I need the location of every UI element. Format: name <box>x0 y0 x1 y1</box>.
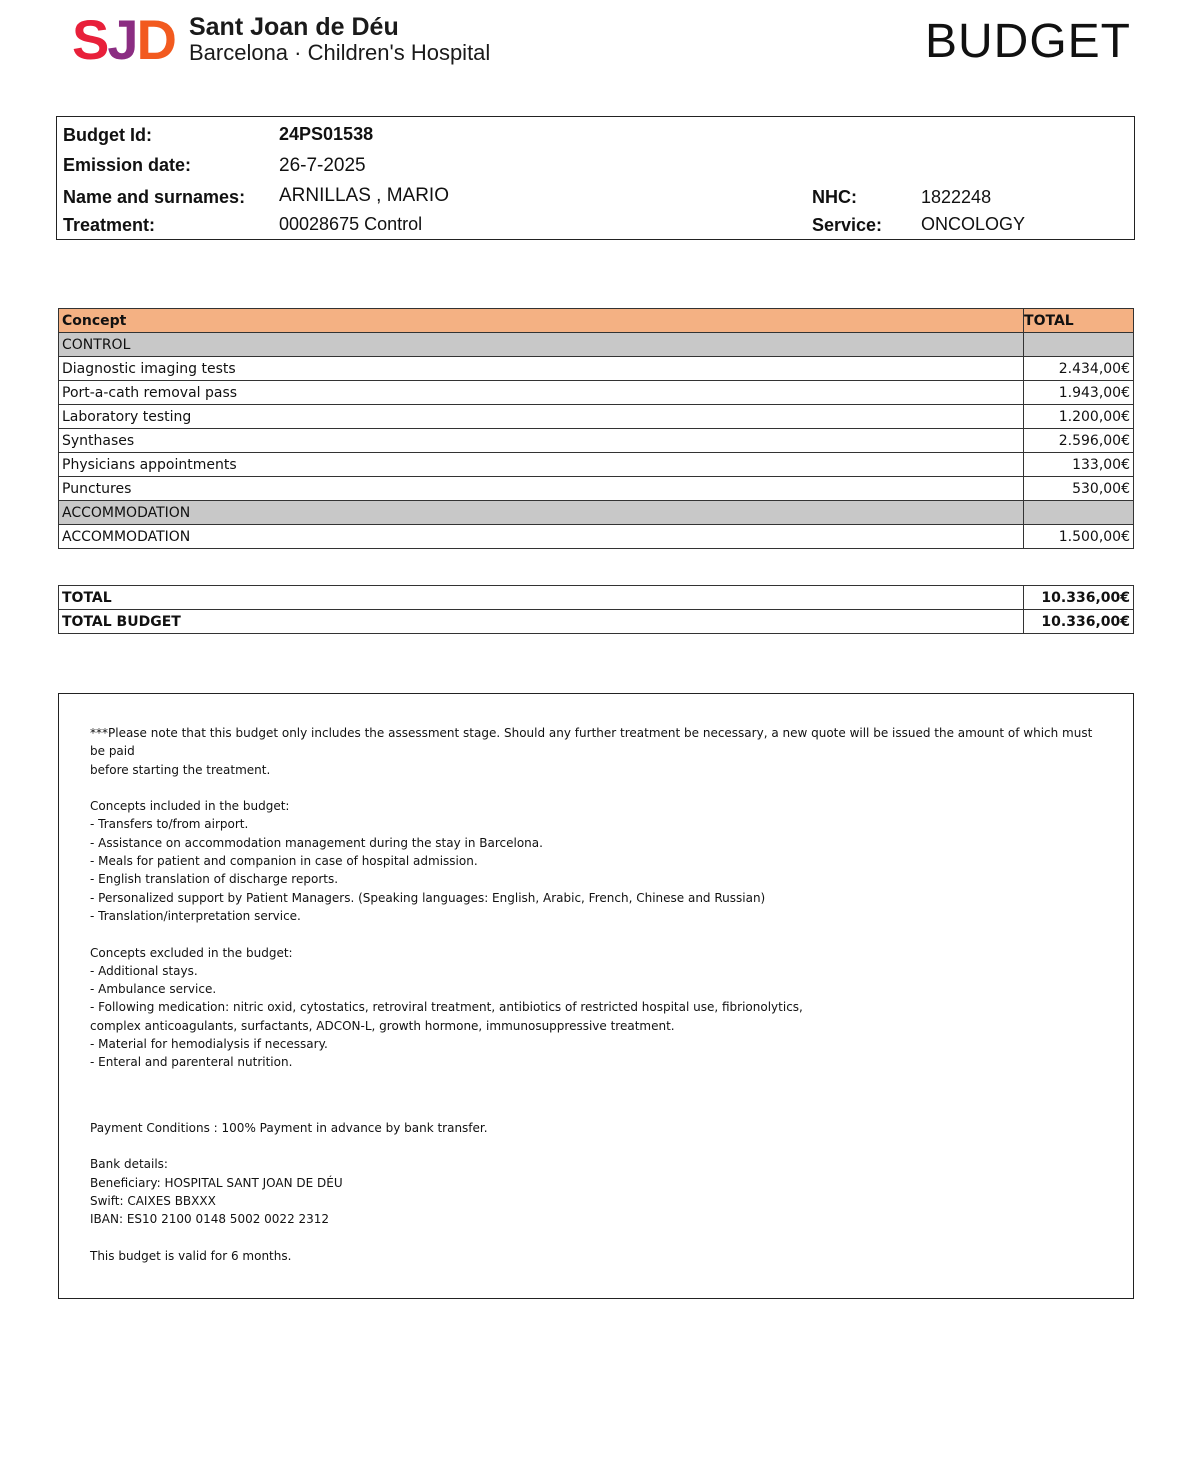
row-concept: Port-a-cath removal pass <box>59 381 1024 405</box>
row-concept: Laboratory testing <box>59 405 1024 429</box>
table-row <box>59 525 1134 549</box>
bank-details-title: Bank details: <box>90 1157 168 1172</box>
excluded-item: - Following medication: nitric oxid, cytostatics, retroviral treatment, antibiotics of restricted hospital use, fibrionolytics, <box>90 1000 803 1015</box>
included-item: - Translation/interpretation service. <box>90 908 301 923</box>
row-total: 1.943,00€ <box>1024 381 1134 405</box>
payment-conditions: Payment Conditions : 100% Payment in advance by bank transfer. <box>90 1120 488 1135</box>
nhc-label: NHC: <box>812 187 857 207</box>
total-value: 10.336,00€ <box>1024 586 1134 610</box>
total-budget-row <box>59 610 1134 634</box>
service-value: ONCOLOGY <box>921 214 1026 234</box>
excluded-item: - Ambulance service. <box>90 982 217 997</box>
total-label: TOTAL <box>59 586 1024 610</box>
row-total: 133,00€ <box>1024 453 1134 477</box>
total-row <box>59 586 1134 610</box>
row-total: 2.434,00€ <box>1024 357 1134 381</box>
hospital-name: Sant Joan de Déu <box>188 13 399 41</box>
included-item: - English translation of discharge reports. <box>90 872 339 887</box>
table-row <box>59 405 1134 429</box>
section-row <box>59 333 1134 357</box>
notes-box <box>58 693 1134 1299</box>
budget-info-box <box>56 116 1135 240</box>
treatment-label: Treatment: <box>63 215 156 235</box>
excluded-item: - Enteral and parenteral nutrition. <box>90 1055 293 1070</box>
excluded-item: - Additional stays. <box>90 963 198 978</box>
row-concept: Punctures <box>59 477 1024 501</box>
budget-id-label: Budget Id: <box>63 125 152 145</box>
concept-column-header: Concept <box>59 309 1024 333</box>
totals-table <box>58 585 1134 634</box>
row-concept: Diagnostic imaging tests <box>59 357 1024 381</box>
budget-id-value: 24PS01538 <box>279 124 374 144</box>
name-label: Name and surnames: <box>63 187 246 207</box>
bank-swift: Swift: CAIXES BBXXX <box>90 1193 216 1208</box>
disclaimer-line: ***Please note that this budget only includes the assessment stage. Should any further treatment be necessary, a new quote will be issued the amount of which must be paid <box>90 726 1093 759</box>
included-item: - Assistance on accommodation management during the stay in Barcelona. <box>90 835 543 850</box>
row-concept: Synthases <box>59 429 1024 453</box>
row-total: 1.500,00€ <box>1024 525 1134 549</box>
section-accommodation-label: ACCOMMODATION <box>59 501 1024 525</box>
validity-note: This budget is valid for 6 months. <box>90 1248 292 1263</box>
row-total: 530,00€ <box>1024 477 1134 501</box>
disclaimer-line: before starting the treatment. <box>90 762 271 777</box>
total-budget-label: TOTAL BUDGET <box>59 610 1024 634</box>
hospital-logo <box>72 8 491 71</box>
row-total: 2.596,00€ <box>1024 429 1134 453</box>
included-item: - Transfers to/from airport. <box>90 817 249 832</box>
bank-iban: IBAN: ES10 2100 0148 5002 0022 2312 <box>90 1212 330 1227</box>
treatment-value: 00028675 Control <box>279 214 423 234</box>
section-control-label: CONTROL <box>59 333 1024 357</box>
included-item: - Personalized support by Patient Managers. (Speaking languages: English, Arabic, French, Chinese and Russian) <box>90 890 766 905</box>
included-item: - Meals for patient and companion in case of hospital admission. <box>90 854 478 869</box>
emission-date-label: Emission date: <box>63 155 192 175</box>
section-row <box>59 501 1134 525</box>
table-row <box>59 453 1134 477</box>
table-row <box>59 357 1134 381</box>
row-concept: ACCOMMODATION <box>59 525 1024 549</box>
excluded-item: complex anticoagulants, surfactants, ADCON-L, growth hormone, immunosuppressive treatment. <box>90 1018 675 1033</box>
bank-beneficiary: Beneficiary: HOSPITAL SANT JOAN DE DÉU <box>90 1175 343 1190</box>
included-title: Concepts included in the budget: <box>90 799 290 814</box>
total-budget-value: 10.336,00€ <box>1024 610 1134 634</box>
document-title: BUDGET <box>924 15 1131 68</box>
excluded-item: - Material for hemodialysis if necessary. <box>90 1037 328 1052</box>
service-label: Service: <box>812 215 883 235</box>
row-concept: Physicians appointments <box>59 453 1024 477</box>
row-total: 1.200,00€ <box>1024 405 1134 429</box>
nhc-value: 1822248 <box>921 187 992 207</box>
table-row <box>59 477 1134 501</box>
logo-mark: SJD <box>72 8 175 71</box>
table-row <box>59 381 1134 405</box>
total-column-header: TOTAL <box>1024 309 1134 333</box>
emission-date-value: 26-7-2025 <box>279 155 366 176</box>
excluded-title: Concepts excluded in the budget: <box>90 945 293 960</box>
table-row <box>59 429 1134 453</box>
concept-table <box>58 308 1134 549</box>
patient-name-value: ARNILLAS , MARIO <box>279 185 449 206</box>
table-header-row <box>59 309 1134 333</box>
hospital-subtitle: Barcelona · Children's Hospital <box>188 40 491 65</box>
